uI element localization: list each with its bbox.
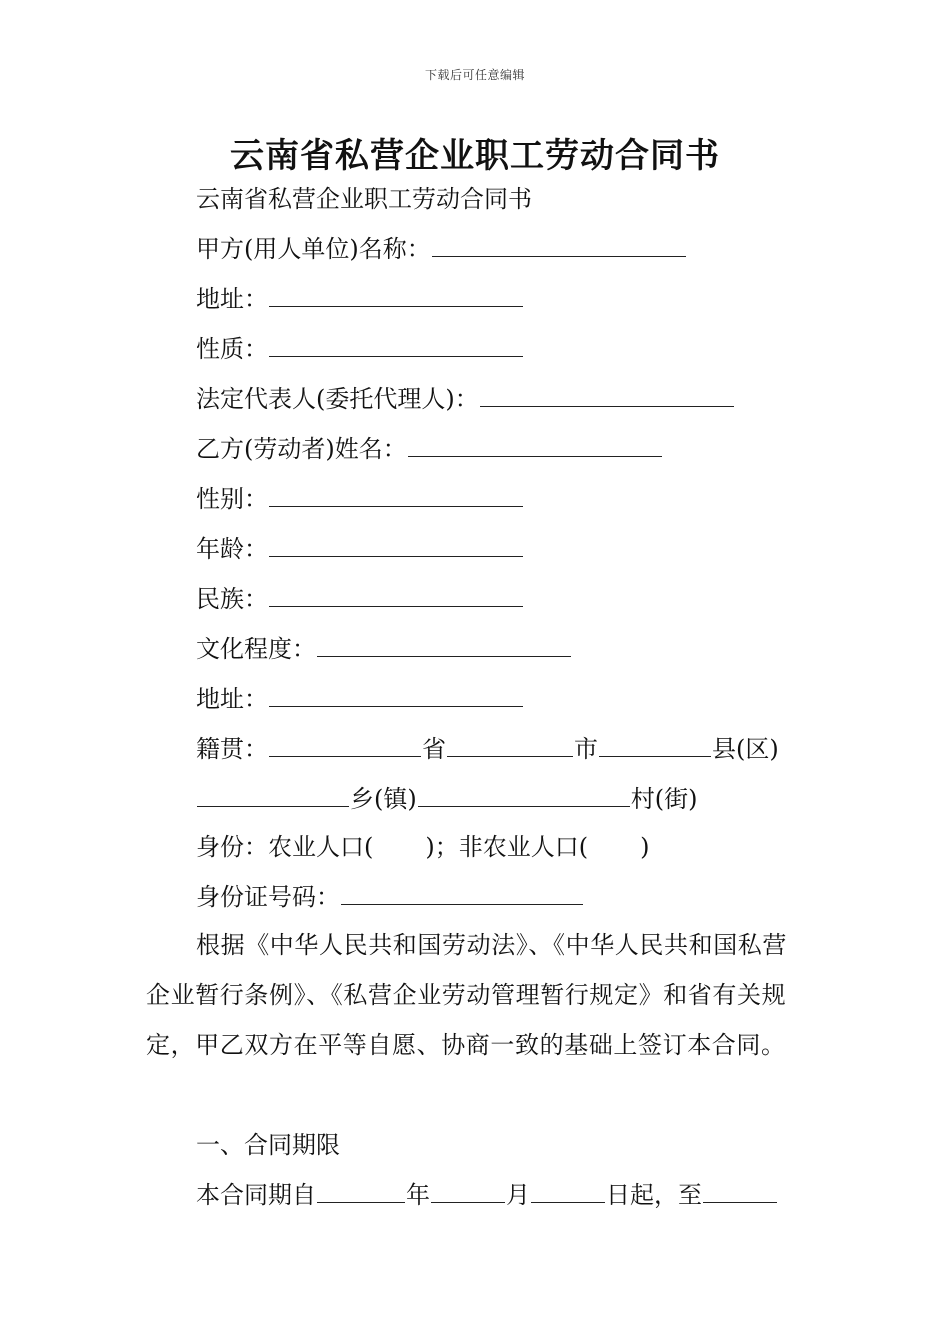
party-b-ethnicity-row: [196, 582, 524, 616]
party-b-gender-label: 性别：: [196, 485, 268, 513]
native-place-label: 籍贯：: [196, 735, 268, 763]
province-label: 省: [422, 735, 446, 763]
party-b-name-row: [196, 432, 663, 466]
term-start-label: 本合同期自: [196, 1181, 316, 1209]
party-a-nature-label: 性质：: [196, 335, 268, 363]
party-a-nature-field[interactable]: [269, 332, 523, 357]
party-b-education-row: [196, 632, 572, 666]
party-b-gender-field[interactable]: [269, 482, 523, 507]
identity-row: [196, 830, 649, 864]
township-row: [196, 782, 697, 816]
party-b-name-label: 乙方(劳动者)姓名：: [196, 435, 407, 463]
party-b-age-label: 年龄：: [196, 535, 268, 563]
party-a-representative-field[interactable]: [480, 382, 734, 407]
start-day-field[interactable]: [531, 1178, 605, 1203]
party-b-address-label: 地址：: [196, 685, 268, 713]
party-b-age-field[interactable]: [269, 532, 523, 557]
end-year-field[interactable]: [703, 1178, 777, 1203]
province-field[interactable]: [269, 732, 421, 757]
start-year-field[interactable]: [317, 1178, 405, 1203]
section-1-heading: 一、合同期限: [196, 1131, 340, 1159]
document-title: 云南省私营企业职工劳动合同书: [230, 136, 720, 176]
county-field[interactable]: [599, 732, 711, 757]
year-label: 年: [406, 1181, 430, 1209]
city-label: 市: [574, 735, 598, 763]
party-a-address-field[interactable]: [269, 282, 523, 307]
identity-end-label: ): [640, 833, 650, 861]
subtitle: 云南省私营企业职工劳动合同书: [196, 185, 532, 213]
party-b-gender-row: [196, 482, 524, 516]
party-b-education-field[interactable]: [317, 632, 571, 657]
party-a-representative-label: 法定代表人(委托代理人)：: [196, 385, 479, 413]
identity-label: 身份：农业人口(: [196, 833, 374, 861]
month-label: 月: [506, 1181, 530, 1209]
county-label: 县(区): [712, 735, 779, 763]
party-b-ethnicity-label: 民族：: [196, 585, 268, 613]
party-b-ethnicity-field[interactable]: [269, 582, 523, 607]
party-b-education-label: 文化程度：: [196, 635, 316, 663]
party-a-representative-row: [196, 382, 735, 416]
start-month-field[interactable]: [431, 1178, 505, 1203]
id-number-label: 身份证号码：: [196, 883, 340, 911]
village-field[interactable]: [418, 782, 630, 807]
township-field[interactable]: [197, 782, 349, 807]
preamble-paragraph: 根据《中华人民共和国劳动法》、《中华人民共和国私营企业暂行条例》、《私营企业劳动管理暂行规定》和省有关规定，甲乙双方在平等自愿、协商一致的基础上签订本合同。: [146, 931, 787, 1059]
native-place-row: [196, 732, 779, 766]
party-a-address-row: [196, 282, 524, 316]
identity-mid-label: )；非农业人口(: [425, 833, 589, 861]
id-number-field[interactable]: [341, 880, 583, 905]
id-number-row: [196, 880, 584, 914]
township-label: 乡(镇): [350, 785, 417, 813]
party-a-name-row: [196, 232, 687, 266]
party-b-name-field[interactable]: [408, 432, 662, 457]
party-a-name-field[interactable]: [432, 232, 686, 257]
city-field[interactable]: [447, 732, 573, 757]
village-label: 村(街): [630, 785, 698, 813]
party-b-address-row: [196, 682, 524, 716]
party-a-address-label: 地址：: [196, 285, 268, 313]
party-a-name-label: 甲方(用人单位)名称：: [196, 235, 431, 263]
party-b-address-field[interactable]: [269, 682, 523, 707]
contract-term-row: [196, 1178, 778, 1212]
day-from-label: 日起，至: [606, 1181, 702, 1209]
header-note: 下载后可任意编辑: [424, 68, 525, 82]
party-a-nature-row: [196, 332, 524, 366]
party-b-age-row: [196, 532, 524, 566]
